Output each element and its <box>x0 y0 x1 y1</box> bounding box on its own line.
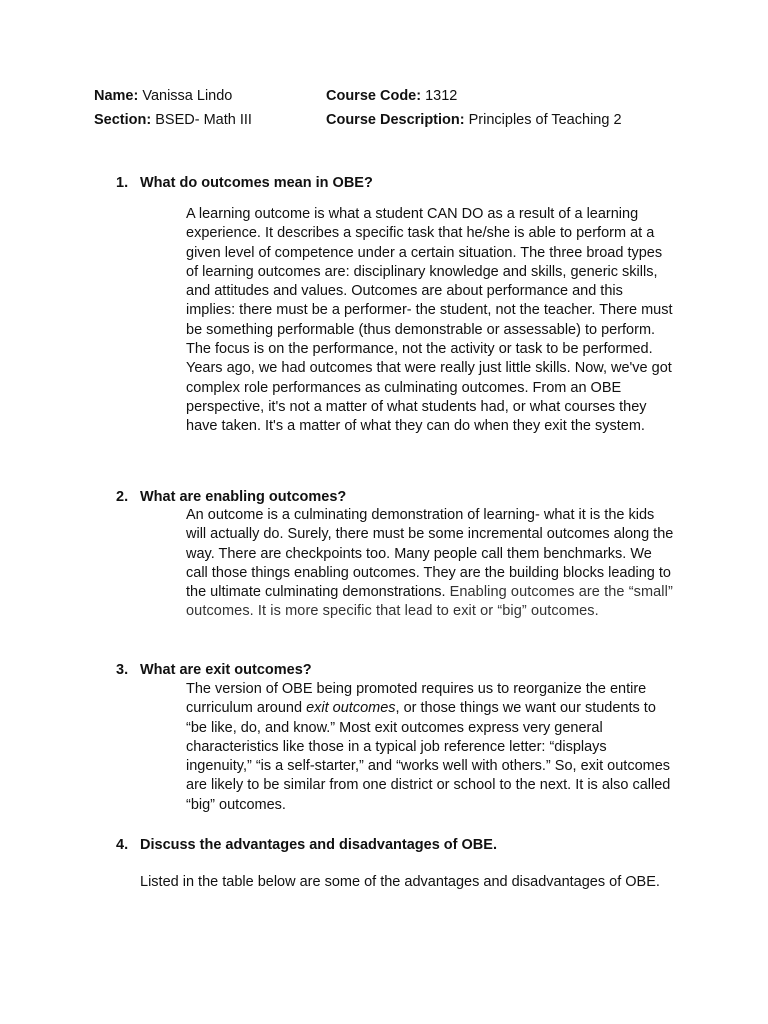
question-4-answer-text: Listed in the table below are some of the advantages and disadvantages of OBE. <box>140 874 660 890</box>
section-field <box>94 111 252 129</box>
question-2-answer <box>186 506 676 622</box>
question-2-answer-main: An outcome is a culminating demonstration of learning- what it is the kids will actually do. Surely, there must be some incremental outcomes along the way. There are checkpoints too. Many people call them benchmarks. We call those things enabling outcomes. They are the building blocks leading to the ultimate culminating demonstrations. <box>186 507 674 601</box>
question-2-answer-extra: Enabling outcomes are the “small” outcomes. It is more specific that lead to exit or “big” outcomes. <box>186 584 673 620</box>
question-1-number: 1. <box>116 175 129 191</box>
question-2-heading <box>116 488 346 506</box>
question-3-answer-part1: The version of OBE being promoted requires us to reorganize the entire curriculum around <box>186 681 647 717</box>
question-4-heading <box>116 836 497 854</box>
question-3-heading <box>116 661 312 679</box>
section-value: BSED- Math III <box>155 112 252 128</box>
question-3-title: What are exit outcomes? <box>140 662 312 678</box>
name-field <box>94 87 232 105</box>
course-code-value: 1312 <box>425 88 458 104</box>
name-label: Name: <box>94 88 139 104</box>
question-4-answer <box>140 873 660 893</box>
question-3-answer <box>186 680 676 815</box>
question-4-title: Discuss the advantages and disadvantages of OBE. <box>140 837 497 853</box>
section-label: Section: <box>94 112 152 128</box>
course-code-field <box>326 87 457 105</box>
question-2-number: 2. <box>116 489 129 505</box>
question-3-number: 3. <box>116 662 129 678</box>
question-3-answer-text <box>186 680 676 815</box>
question-3-answer-part2: , or those things we want our students to “be like, do, and know.” Most exit outcomes express very general characteristics like those in a typical job reference letter: “displays ingenuity,” “is a self-starter,” and “works well with others.” So, exit outcomes are likely to be similar from one district or school to the next. It is also called “big” outcomes. <box>186 700 671 813</box>
question-1-answer-text: A learning outcome is what a student CAN DO as a result of a learning experience. It describes a specific task that he/she is able to perform at a given level of competence under a certain situation. The three broad types of learning outcomes are: disciplinary knowledge and skills, generic skills, and attitudes and values. Outcomes are about performance and this implies: there must be a performer- the student, not the teacher. There must be something performable (thus demonstrable or assessable) to perform. The focus is on the performance, not the activity or task to be performed. Years ago, we had outcomes that were really just little skills. Now, we've got complex role performances as culminating outcomes. From an OBE perspective, it's not a matter of what students had, or what courses they have taken. It's a matter of what they can do when they exit the system. <box>186 206 673 435</box>
question-1-title: What do outcomes mean in OBE? <box>140 175 373 191</box>
course-code-label: Course Code: <box>326 88 422 104</box>
course-description-label: Course Description: <box>326 112 465 128</box>
question-2-answer-text <box>186 506 676 622</box>
course-description-field <box>326 111 622 129</box>
question-3-answer-italic: exit outcomes <box>306 700 396 717</box>
question-1-answer <box>186 205 676 437</box>
question-2-title: What are enabling outcomes? <box>140 489 347 505</box>
name-value: Vanissa Lindo <box>142 88 233 104</box>
question-1-heading <box>116 174 373 192</box>
question-4-number: 4. <box>116 837 129 853</box>
course-description-value: Principles of Teaching 2 <box>468 112 622 128</box>
